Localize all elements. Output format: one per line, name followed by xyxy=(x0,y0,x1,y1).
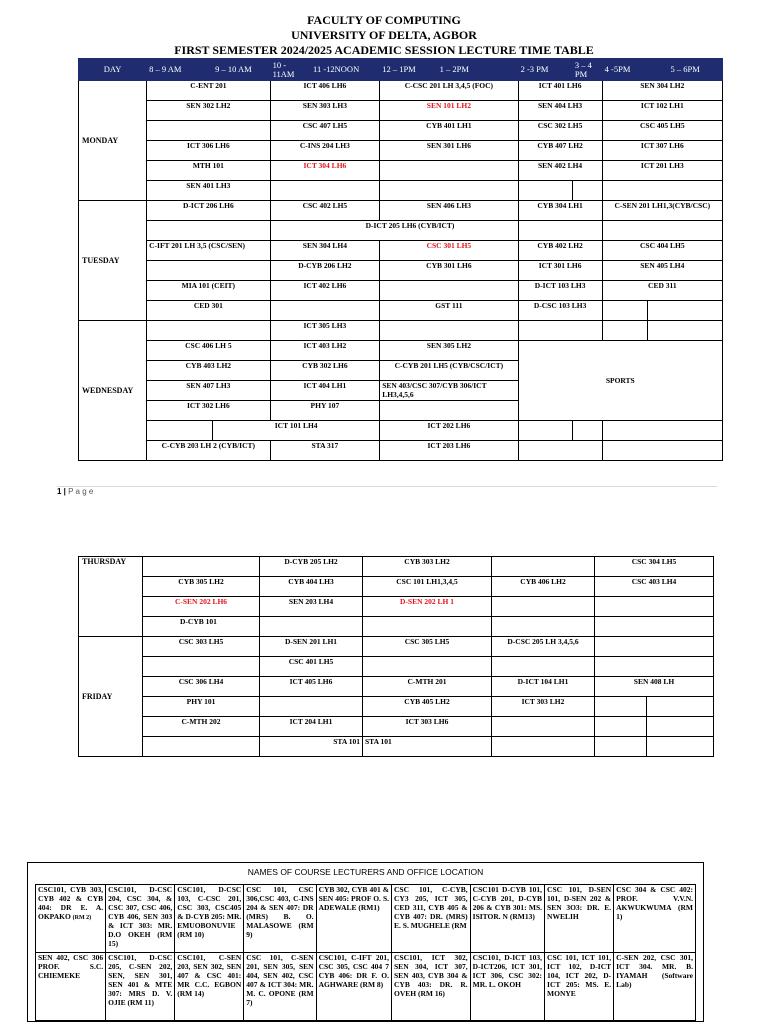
table-cell: CSC 302 LH5 xyxy=(518,121,602,141)
table-cell xyxy=(380,401,518,421)
lecturer-cell: C-SEN 202, CSC 301, ICT 304. MR. B. IYAMAH (Software Lab) xyxy=(614,953,696,1021)
day-monday: MONDAY xyxy=(79,81,147,201)
table-cell: SEN 402 LH4 xyxy=(518,161,602,181)
day-tuesday: TUESDAY xyxy=(79,201,147,321)
table-cell: CED 311 xyxy=(602,281,722,301)
table-cell: CSC 407 LH5 xyxy=(270,121,380,141)
col-5-6: 5 – 6PM xyxy=(648,59,723,81)
table-cell: ICT 303 LH6 xyxy=(363,717,492,737)
lecturer-cell: CSC 101, C-CYB, CY3 205, ICT 305, CED 311, CYB 405 & CYB 407: DR. (MRS) E. S. MUGHELE (RM xyxy=(392,885,471,953)
table-cell: CYB 406 LH2 xyxy=(492,577,595,597)
table-cell xyxy=(647,737,714,757)
timetable-page2 xyxy=(78,556,714,757)
table-cell: SEN 403/CSC 307/CYB 306/ICT LH3,4,5,6 xyxy=(380,381,518,401)
col-4-5: 4 -5PM xyxy=(602,59,648,81)
table-cell: D-CYB 101 xyxy=(143,617,260,637)
lecturer-cell: CSC101 D-CYB 101, C-CYB 201, D-CYB 206 & CYB 301: MS. ISITOR. N (RM13) xyxy=(470,885,544,953)
table-cell xyxy=(647,697,714,717)
table-cell: SEN 405 LH4 xyxy=(602,261,722,281)
lecturer-cell: SEN 402, CSC 306 PROF. S.C. CHIEMEKE xyxy=(36,953,106,1021)
table-cell: PHY 107 xyxy=(270,401,380,421)
lecturers-title: NAMES OF COURSE LECTURERS AND OFFICE LOCATION xyxy=(247,867,484,877)
table-cell: CYB 304 LH1 xyxy=(518,201,602,221)
table-cell: CYB 404 LH3 xyxy=(260,577,363,597)
table-cell: GST 111 xyxy=(380,301,518,321)
table-cell: ICT 203 LH6 xyxy=(380,441,518,461)
table-cell: CYB 405 LH2 xyxy=(363,697,492,717)
table-cell xyxy=(595,597,714,617)
university-title: UNIVERSITY OF DELTA, AGBOR xyxy=(291,28,477,42)
day-wednesday: WEDNESDAY xyxy=(79,321,147,461)
table-cell xyxy=(147,421,213,441)
table-cell: D-SEN 202 LH 1 xyxy=(363,597,492,617)
col-1-2: 1 – 2PM xyxy=(437,59,518,81)
table-cell xyxy=(595,697,647,717)
table-cell xyxy=(602,181,722,201)
table-cell xyxy=(602,441,722,461)
table-cell xyxy=(270,301,380,321)
sports-block: SPORTS xyxy=(518,341,722,421)
lecturer-cell: CSC101, C-SEN 203, SEN 302, SEN 407 & CSC 401: MR C.C. EGBON (RM 14) xyxy=(175,953,244,1021)
table-cell: SEN 404 LH3 xyxy=(518,101,602,121)
lecturer-cell: CSC101, ICT 302, SEN 304, ICT 307, SEN 403, CYB 304 & CYB 403: DR. R. OVEH (RM 16) xyxy=(392,953,471,1021)
table-cell: CYB 401 LH1 xyxy=(380,121,518,141)
table-cell: STA 317 xyxy=(270,441,380,461)
table-cell: CSC 303 LH5 xyxy=(143,637,260,657)
table-cell: C-SEN 202 LH6 xyxy=(143,597,260,617)
table-cell xyxy=(260,617,363,637)
table-cell xyxy=(518,441,602,461)
table-cell: CYB 305 LH2 xyxy=(143,577,260,597)
table-cell xyxy=(147,261,270,281)
table-cell: SEN 203 LH4 xyxy=(260,597,363,617)
table-cell: ICT 202 LH6 xyxy=(380,421,518,441)
table-cell xyxy=(595,737,647,757)
table-cell xyxy=(380,161,518,181)
table-cell: D-ICT 104 LH1 xyxy=(492,677,595,697)
table-cell: CSC 305 LH5 xyxy=(363,637,492,657)
table-cell: CSC 403 LH4 xyxy=(595,577,714,597)
table-cell: SEN 301 LH6 xyxy=(380,141,518,161)
table-cell xyxy=(572,181,602,201)
table-cell xyxy=(647,717,714,737)
col-2-3: 2 -3 PM xyxy=(518,59,572,81)
table-cell xyxy=(143,657,260,677)
table-cell xyxy=(602,221,722,241)
table-cell xyxy=(595,657,714,677)
table-cell xyxy=(363,657,492,677)
table-cell: D-ICT 103 LH3 xyxy=(518,281,602,301)
table-cell xyxy=(143,737,260,757)
table-cell: CSC 405 LH5 xyxy=(602,121,722,141)
table-cell: D-CYB 205 LH2 xyxy=(260,557,363,577)
table-cell: CSC 301 LH5 xyxy=(380,241,518,261)
table-cell: CSC 306 LH4 xyxy=(143,677,260,697)
table-cell: D-CYB 206 LH2 xyxy=(270,261,380,281)
lecturer-cell: CSC101, D-CSC 205, C-SEN 202, SEN, SEN 301, SEN 401 & MTE 307: MRS D. V. OJIE (RM 11) xyxy=(106,953,175,1021)
col-3-4: 3 – 4 PM xyxy=(572,59,602,81)
table-cell xyxy=(595,637,714,657)
lecturer-cell: CSC 101, CSC 306,CSC 403, C-INS 204 & SEN 407: DR (MRS) B. O. MALASOWE (RM 9) xyxy=(244,885,316,953)
timetable-title: FIRST SEMESTER 2024/2025 ACADEMIC SESSION LECTURE TIME TABLE xyxy=(174,43,594,57)
lecturer-cell: CSC101, D-CSC 103, C-CSC 201, CSC 303, CSC405 & D-CYB 205: MR. EMUOBONUVIE (RM 10) xyxy=(175,885,244,953)
lecturers-table xyxy=(35,884,696,1021)
table-cell: D-CSC 205 LH 3,4,5,6 xyxy=(492,637,595,657)
col-11-12: 11 -12NOON xyxy=(311,59,380,81)
day-friday: FRIDAY xyxy=(79,637,143,757)
table-cell: ICT 307 LH6 xyxy=(602,141,722,161)
table-cell: C-CYB 203 LH 2 (CYB/ICT) xyxy=(147,441,270,461)
table-cell: SEN 408 LH xyxy=(595,677,714,697)
table-cell xyxy=(518,181,572,201)
table-cell xyxy=(648,321,723,341)
table-cell: D-SEN 201 LH1 xyxy=(260,637,363,657)
table-cell xyxy=(270,181,380,201)
page-number: 1 | P a g e xyxy=(57,487,94,496)
table-cell: CSC 406 LH 5 xyxy=(147,341,270,361)
table-cell: CYB 302 LH6 xyxy=(270,361,380,381)
table-cell xyxy=(595,717,647,737)
faculty-title: FACULTY OF COMPUTING xyxy=(307,13,461,27)
table-cell: CYB 303 LH2 xyxy=(363,557,492,577)
table-cell: ICT 304 LH6 xyxy=(270,161,380,181)
table-cell: CSC 101 LH1,3,4,5 xyxy=(363,577,492,597)
table-cell: CYB 301 LH6 xyxy=(380,261,518,281)
table-cell xyxy=(518,421,572,441)
lecturer-cell: CYB 302, CYB 401 & SEN 405: PROF O. S. ADEWALE (RM1) xyxy=(316,885,391,953)
table-cell: ICT 403 LH2 xyxy=(270,341,380,361)
table-cell xyxy=(602,301,648,321)
table-cell: SEN 304 LH4 xyxy=(270,241,380,261)
table-cell: SEN 101 LH2 xyxy=(380,101,518,121)
table-cell xyxy=(648,301,723,321)
table-cell: ICT 301 LH6 xyxy=(518,261,602,281)
table-cell xyxy=(380,321,518,341)
table-cell: ICT 306 LH6 xyxy=(147,141,270,161)
lecturer-cell: CSC101, C-IFT 201, CSC 305, CSC 404 7 CYB 406: DR F. O. AGHWARE (RM 8) xyxy=(316,953,391,1021)
table-cell xyxy=(147,121,270,141)
table-cell: MTH 101 xyxy=(147,161,270,181)
lecturer-cell: CSC 101, D-SEN 101, D-SEN 202 & SEN 3O3: DR. E. NWELIH xyxy=(545,885,614,953)
lecturer-cell: CSC101, D-CSC 204, CSC 304, & CSC 307, CSC 406, CYB 406, SEN 303 & ICT 303: MR. D.O OKEH (RM 15) xyxy=(106,885,175,953)
table-cell: ICT 406 LH6 xyxy=(270,81,380,101)
table-cell: ICT 302 LH6 xyxy=(147,401,270,421)
table-cell xyxy=(492,557,595,577)
table-cell: ICT 402 LH6 xyxy=(270,281,380,301)
table-cell: C-CYB 201 LH5 (CYB/CSC/ICT) xyxy=(380,361,518,381)
table-cell xyxy=(572,421,602,441)
lecturer-cell: CSC101, D-ICT 103, D-ICT206, ICT 301, ICT 306, CSC 302: MR. L. OKOH xyxy=(470,953,544,1021)
table-cell: ICT 101 LH4 xyxy=(213,421,380,441)
table-cell: SEN 401 LH3 xyxy=(147,181,270,201)
lecturer-cell: CSC101, CYB 303, CYB 402 & CYB 404: DR E. A. OKPAKO (RM 2) xyxy=(36,885,106,953)
table-cell: CSC 404 LH5 xyxy=(602,241,722,261)
table-cell: STA 101 xyxy=(260,737,363,757)
table-cell xyxy=(147,321,270,341)
table-cell xyxy=(380,281,518,301)
lecturer-cell: CSC 101, ICT 101, ICT 102, D-ICT 104, ICT 202, D-ICT 205: MS. E. MONYE xyxy=(545,953,614,1021)
table-cell: ICT 405 LH6 xyxy=(260,677,363,697)
table-cell: CSC 304 LH5 xyxy=(595,557,714,577)
table-cell: ICT 305 LH3 xyxy=(270,321,380,341)
table-cell: ICT 204 LH1 xyxy=(260,717,363,737)
table-cell xyxy=(260,697,363,717)
col-12-1: 12 – 1PM xyxy=(380,59,437,81)
table-cell: CSC 401 LH5 xyxy=(260,657,363,677)
table-cell: C-INS 204 LH3 xyxy=(270,141,380,161)
col-10-11: 10 - 11AM xyxy=(270,59,310,81)
table-cell: ICT 401 LH6 xyxy=(518,81,602,101)
table-cell xyxy=(492,597,595,617)
table-cell: CYB 407 LH2 xyxy=(518,141,602,161)
table-cell xyxy=(518,221,602,241)
table-cell: D-ICT 205 LH6 (CYB/ICT) xyxy=(270,221,518,241)
table-cell xyxy=(518,321,602,341)
table-cell: D-CSC 103 LH3 xyxy=(518,301,602,321)
lecturer-cell: CSC 304 & CSC 402: PROF. V.V.N. AKWUKWUMA (RM 1) xyxy=(614,885,696,953)
table-cell xyxy=(492,737,595,757)
table-cell: C-ENT 201 xyxy=(147,81,270,101)
table-cell xyxy=(492,617,595,637)
table-cell: C-MTH 202 xyxy=(143,717,260,737)
table-cell xyxy=(143,557,260,577)
timetable-page1 xyxy=(78,58,723,461)
table-cell xyxy=(602,321,648,341)
table-cell: ICT 404 LH1 xyxy=(270,381,380,401)
table-cell: STA 101 xyxy=(363,737,492,757)
col-day: DAY xyxy=(79,59,147,81)
table-cell: C-CSC 201 LH 3,4,5 (FOC) xyxy=(380,81,518,101)
table-cell: ICT 102 LH1 xyxy=(602,101,722,121)
table-cell xyxy=(147,221,270,241)
table-cell: SEN 406 LH3 xyxy=(380,201,518,221)
table-cell xyxy=(492,717,595,737)
table-cell: ICT 303 LH2 xyxy=(492,697,595,717)
table-cell: D-ICT 206 LH6 xyxy=(147,201,270,221)
table-cell: SEN 407 LH3 xyxy=(147,381,270,401)
table-cell: C-IFT 201 LH 3,5 (CSC/SEN) xyxy=(147,241,270,261)
table-cell xyxy=(380,181,518,201)
table-cell xyxy=(363,617,492,637)
table-cell xyxy=(492,657,595,677)
table-cell: MIA 101 (CEIT) xyxy=(147,281,270,301)
table-cell: CSC 402 LH5 xyxy=(270,201,380,221)
table-cell: CYB 403 LH2 xyxy=(147,361,270,381)
table-cell xyxy=(602,421,722,441)
header-row xyxy=(79,59,723,81)
table-cell: C-MTH 201 xyxy=(363,677,492,697)
col-8-9: 8 – 9 AM xyxy=(147,59,213,81)
table-cell: C-SEN 201 LH1,3(CYB/CSC) xyxy=(602,201,722,221)
page-divider xyxy=(57,486,717,487)
table-cell: SEN 304 LH2 xyxy=(602,81,722,101)
col-9-10: 9 – 10 AM xyxy=(213,59,270,81)
lecturer-cell: CSC 101, C-SEN 201, SEN 305, SEN 404, SEN 402, CSC 407 & ICT 304: MR. M. C. OPONE (RM 7) xyxy=(244,953,316,1021)
table-cell: PHY 101 xyxy=(143,697,260,717)
table-cell: CED 301 xyxy=(147,301,270,321)
table-cell: SEN 303 LH3 xyxy=(270,101,380,121)
table-cell: CYB 402 LH2 xyxy=(518,241,602,261)
table-cell: SEN 305 LH2 xyxy=(380,341,518,361)
table-cell xyxy=(595,617,714,637)
table-cell: ICT 201 LH3 xyxy=(602,161,722,181)
day-thursday: THURSDAY xyxy=(79,557,143,637)
table-cell: SEN 302 LH2 xyxy=(147,101,270,121)
